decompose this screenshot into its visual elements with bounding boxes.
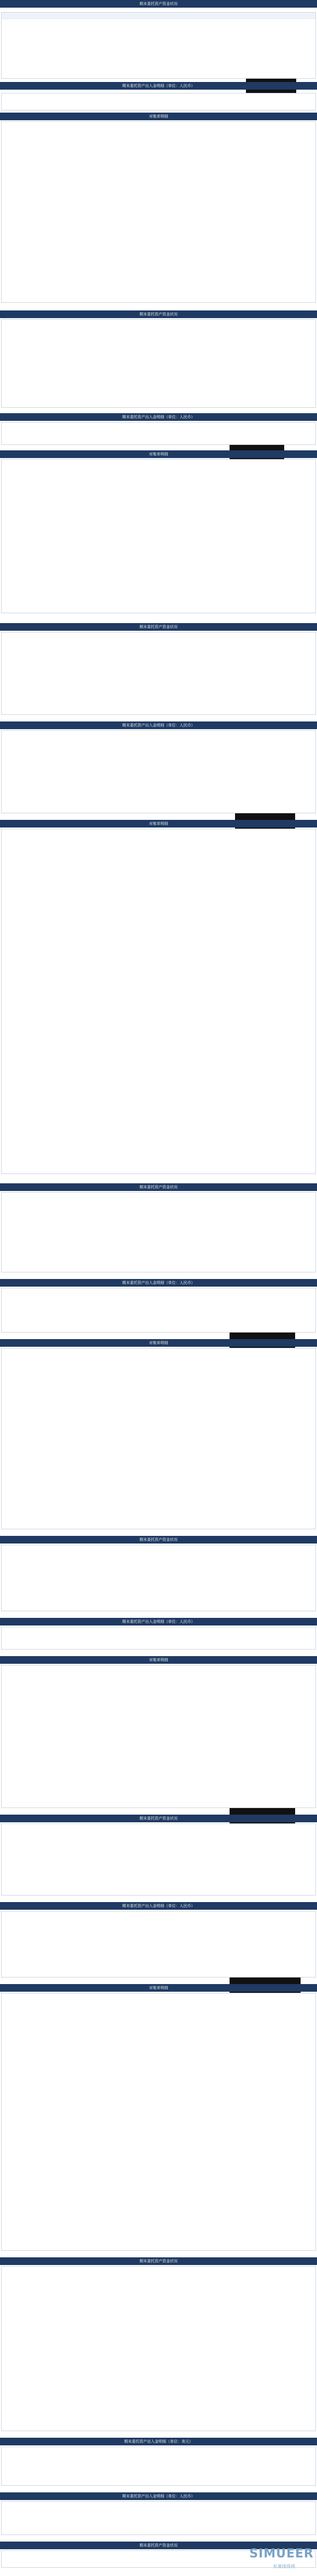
section-title: 期末委托资产出入金明细（单位：人民币） xyxy=(0,413,317,421)
table-cell xyxy=(2,13,315,19)
section-title: 期末委托资产出入金明细（单位：人民币） xyxy=(0,1902,317,1910)
table xyxy=(1,422,316,445)
table xyxy=(1,12,316,79)
table xyxy=(1,632,316,715)
table xyxy=(1,1288,316,1333)
section-title: 对账单明细 xyxy=(0,1339,317,1347)
table xyxy=(1,1993,316,2251)
table xyxy=(1,1545,316,1611)
table xyxy=(1,2501,316,2535)
section-title: 期末委托资产资金状况 xyxy=(0,0,317,8)
section-title: 期末委托资产出入金明细（单位：人民币） xyxy=(0,1618,317,1626)
brand-watermark: SIMUEER xyxy=(249,2547,314,2561)
table xyxy=(1,1665,316,1808)
section-title: 对账单明细 xyxy=(0,820,317,828)
table xyxy=(1,1823,316,1896)
table xyxy=(1,829,316,1174)
table xyxy=(1,2446,316,2486)
brand-watermark-sub: 私募排排网 xyxy=(273,2564,295,2569)
table xyxy=(1,319,316,408)
section-title: 期末委托资产出入金明细（单位：人民币） xyxy=(0,721,317,729)
section-title: 期末委托资产出入金明细（单位：人民币） xyxy=(0,82,317,90)
section-title: 期末委托资产出入金明细（单位：人民币） xyxy=(0,1279,317,1287)
section-title: 期末委托资产资金状况 xyxy=(0,1183,317,1191)
section-title: 对账单明细 xyxy=(0,1984,317,1992)
table xyxy=(1,2266,316,2431)
section-title: 期末委托资产资金状况 xyxy=(0,1815,317,1822)
table xyxy=(1,1348,316,1529)
section-title: 期末委托资产资金状况 xyxy=(0,623,317,631)
table xyxy=(1,1911,316,1978)
table xyxy=(1,93,316,110)
section-title: 期末委托资产出入金明细（单位：美元） xyxy=(0,2438,317,2445)
table xyxy=(1,730,316,813)
section-title: 期末委托资产资金状况 xyxy=(0,2542,317,2549)
section-title: 期末委托资产资金状况 xyxy=(0,310,317,318)
table xyxy=(1,121,316,303)
section-title: 期末委托资产资金状况 xyxy=(0,1536,317,1544)
table xyxy=(1,1192,316,1272)
section-title: 对账单明细 xyxy=(0,1656,317,1664)
section-title: 对账单明细 xyxy=(0,113,317,120)
section-title: 期末委托资产资金状况 xyxy=(0,2257,317,2265)
table xyxy=(1,459,316,613)
section-title: 期末委托资产出入金明细（单位：人民币） xyxy=(0,2492,317,2500)
table xyxy=(1,1627,316,1650)
section-title: 对账单明细 xyxy=(0,450,317,458)
